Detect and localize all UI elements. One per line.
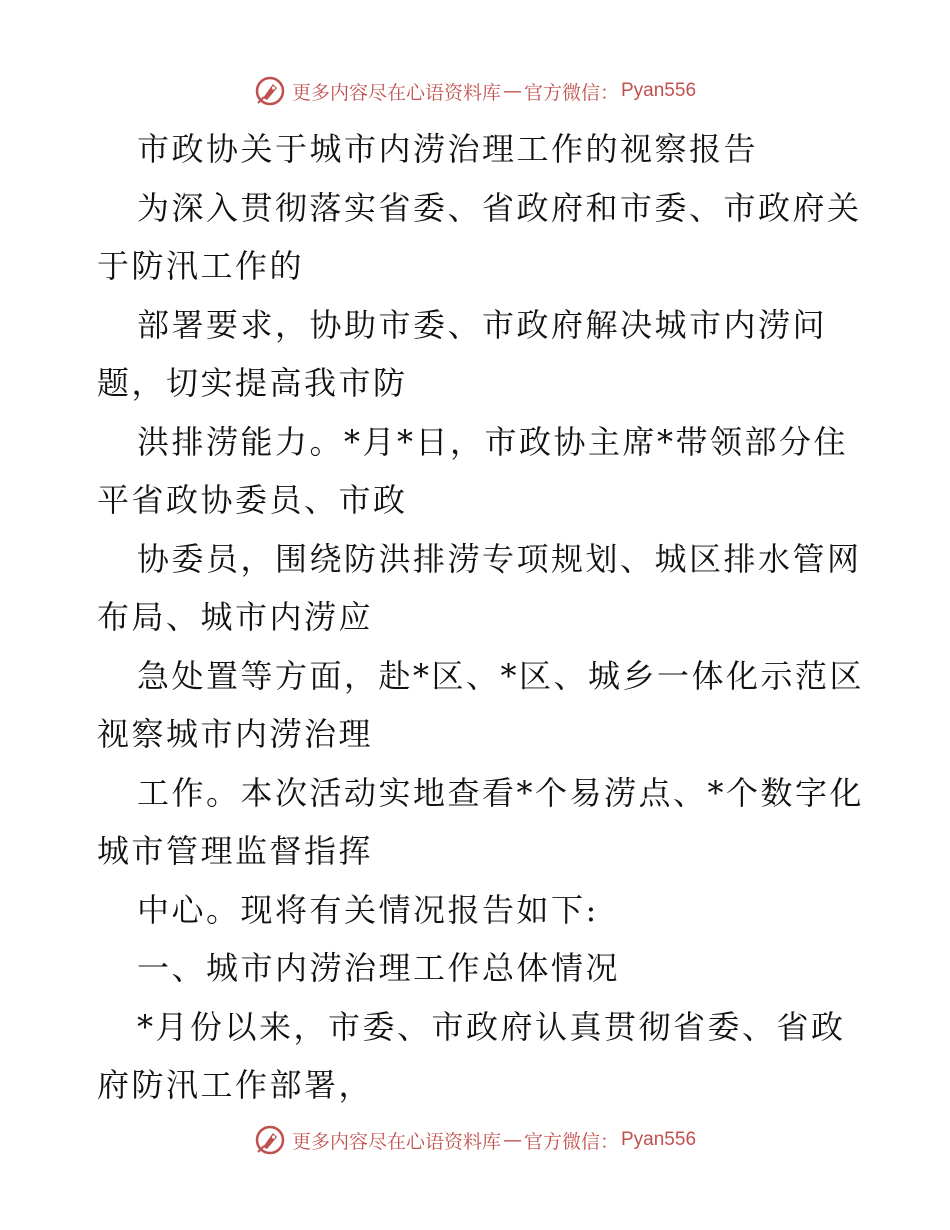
text-line: 于防汛工作的 [97, 247, 305, 285]
text-line: 中心。现将有关情况报告如下: [137, 890, 599, 929]
watermark-text: 更多内容尽在心语资料库 [291, 1130, 501, 1153]
watermark-label: 官方微信： [523, 1130, 619, 1153]
text-line: 视察城市内涝治理 [97, 715, 374, 753]
pen-nib-logo-icon [254, 75, 286, 107]
text-line: 急处置等方面，赴*区、*区、城乡一体化示范区 [137, 656, 865, 695]
text-line: 工作。本次活动实地查看*个易涝点、*个数字化 [137, 773, 865, 812]
text-line: 平省政协委员、市政 [97, 481, 408, 519]
text-line: *月份以来，市委、市政府认真贯彻省委、省政 [137, 1007, 846, 1046]
section-heading: 一、城市内涝治理工作总体情况 [137, 949, 621, 987]
text-line: 府防汛工作部署， [97, 1066, 374, 1104]
text-line: 部署要求，协助市委、市政府解决城市内涝问 [137, 305, 828, 344]
footer-watermark [0, 1120, 950, 1160]
watermark-text: 更多内容尽在心语资料库 [291, 81, 501, 104]
watermark-label: 官方微信： [523, 81, 619, 104]
text-line: 城市管理监督指挥 [97, 832, 374, 870]
text-line: 题，切实提高我市防 [97, 364, 408, 402]
document-title: 市政协关于城市内涝治理工作的视察报告 [137, 130, 759, 168]
text-line: 布局、城市内涝应 [97, 598, 374, 636]
watermark-separator: — [502, 80, 522, 102]
pen-nib-logo-icon [254, 1124, 286, 1156]
watermark-id: Pyan556 [621, 1129, 697, 1150]
document-body [97, 120, 865, 1115]
watermark-separator: — [502, 1129, 522, 1151]
watermark-id: Pyan556 [621, 80, 697, 101]
text-line: 协委员，围绕防洪排涝专项规划、城区排水管网 [137, 539, 862, 578]
text-line: 为深入贯彻落实省委、省政府和市委、市政府关 [137, 188, 862, 227]
header-watermark [0, 71, 950, 111]
text-line: 洪排涝能力。*月*日，市政协主席*带领部分住 [137, 422, 849, 461]
